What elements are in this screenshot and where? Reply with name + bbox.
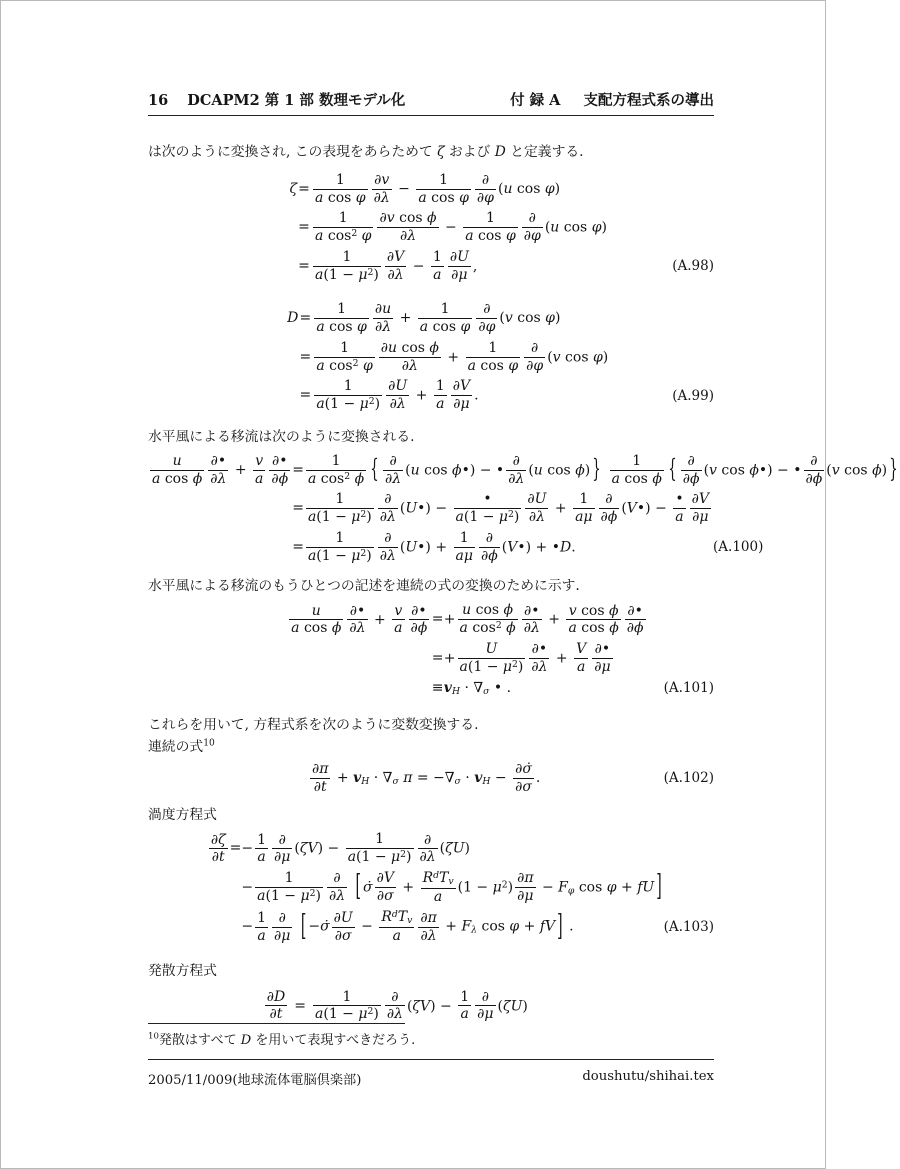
equation-row — [148, 170, 714, 208]
equation-rhs: $\frac{1}{a(1 - \mu^2)}$ ∂ ∂λ (ζV) − $\frac{1}{a}$ ∂ ∂μ (ζU) — [315, 988, 528, 1023]
body-paragraph-3: 水平風による移流のもうひとつの記述を連続の式の変換のために示す. — [148, 578, 580, 595]
equation-rhs: $\frac{1}{a(1 - \mu^2)}$ $\frac{\partial U}{\partial\lambda}$ + $\frac{1}{a}$ $\frac{\partial V}{\partial\mu}$ . — [316, 378, 479, 413]
equation-lhs: $\frac{u}{\text{a cos ϕ}}$ ∂• ∂λ + $\frac{v}{a}$ ∂• ∂ϕ — [152, 452, 289, 487]
equation-lhs: $\frac{u}{\text{a cos ϕ}}$ ∂• ∂λ + $\frac{v}{a}$ ∂• ∂ϕ — [291, 602, 428, 637]
equation-row — [148, 907, 714, 946]
equation-lhs — [285, 338, 298, 377]
equation-relation: = — [229, 840, 242, 857]
equation-lhs — [285, 376, 298, 415]
equation-relation: = — [292, 538, 304, 555]
equation-indent — [148, 170, 288, 208]
equation-row — [148, 639, 714, 678]
footnote-marker-ref: 10 — [203, 738, 215, 749]
equation-row — [148, 759, 714, 797]
equation-A102 — [148, 759, 714, 797]
equation-indent — [148, 907, 207, 946]
equation-A99 — [148, 299, 714, 414]
equation-relation — [230, 907, 242, 946]
equation-row — [148, 208, 714, 247]
equation-indent — [148, 868, 207, 907]
equation-lhs — [278, 639, 431, 678]
equation-rhs: − $\frac{1}{a(1 - \mu^2)}$ ∂ ∂λ [ σ̇ $\frac{\partial V}{\partial\sigma}$ + $R^dT_v$ a $(1 - \mu^2)$ $\frac{\partial\pi}{\partial\mu}$ − $F_\varphi$ cos φ + fU ] — [241, 869, 662, 905]
equation-number — [660, 639, 714, 678]
equation-row — [148, 451, 763, 490]
equation-row — [148, 829, 714, 868]
equation-relation: = — [431, 649, 444, 666]
body-paragraph-6: 渦度方程式 — [148, 807, 217, 824]
footer-filename: doushutu/shihai.tex — [582, 1069, 714, 1084]
equation-relation — [230, 868, 242, 907]
equation-indent — [148, 987, 240, 1026]
text-run: および — [444, 144, 495, 160]
equation-relation: = — [431, 611, 444, 628]
equation-rhs — [304, 451, 898, 490]
equation-indent — [148, 639, 278, 678]
equation-number — [664, 338, 714, 377]
equation-rhs: $\frac{1}{a \cos^2 \varphi}$ $\frac{\text{∂u cos ϕ}}{\partial\lambda}$ + $\frac{1}{\text{a cos φ}}$ ∂ ∂φ (v cos φ) — [316, 339, 609, 374]
equation-row — [148, 600, 714, 639]
equation-lhs: ζ — [289, 180, 298, 197]
equation-indent — [148, 338, 285, 377]
equation-A98 — [148, 170, 714, 285]
text-run: と定義する. — [505, 144, 584, 160]
equation-A101 — [148, 600, 714, 699]
equation-indent — [148, 247, 288, 286]
equation-number: (A.98) — [672, 258, 714, 275]
equation-number — [664, 170, 714, 208]
equation-lhs — [278, 678, 431, 700]
equation-rhs: $\frac{1}{\text{a cos φ}}$ $\frac{\partial u}{\partial\lambda}$ + $\frac{1}{\text{a cos φ}}$ ∂ ∂φ (v cos φ) — [316, 301, 561, 336]
body-paragraph-5 — [148, 737, 714, 757]
equation-table — [148, 829, 714, 946]
equation-A100 — [148, 451, 898, 567]
equation-rhs: + $\frac{U}{a(1 - \mu^2)}$ ∂• ∂λ + $\frac{V}{a}$ ∂• ∂μ — [443, 641, 611, 675]
equation-relation: = — [294, 997, 306, 1014]
equation-row — [148, 338, 714, 377]
equation-relation: = — [292, 461, 304, 478]
text-run: は次のように変換され, この表現をあらためて — [148, 144, 438, 160]
page-footer — [148, 1059, 714, 1088]
equation-indent — [148, 376, 285, 415]
equation-number — [664, 868, 714, 907]
footnote-text — [148, 1029, 714, 1048]
equation-table — [148, 299, 714, 414]
equation-lhs — [207, 868, 230, 907]
equation-lhs — [288, 247, 297, 286]
equation-relation: = — [298, 257, 310, 274]
equation-row — [148, 868, 714, 907]
equation-indent — [148, 600, 278, 639]
equation-lhs: $\frac{\partial D}{\partial t}$ — [266, 988, 286, 1023]
equation-rhs: − $\frac{1}{a}$ ∂ ∂μ (ζV) − $\frac{1}{a(1 - \mu^2)}$ ∂ ∂λ (ζU) — [241, 831, 470, 866]
header-left — [148, 89, 419, 110]
continuity-equation-label: 連続の式 — [148, 739, 204, 756]
header-appendix-label: 付 録 A — [510, 92, 561, 109]
body-paragraph-4: これらを用いて, 方程式系を次のように変数変換する. — [148, 717, 479, 734]
page-number: 16 — [148, 92, 169, 109]
equation-row — [148, 678, 714, 700]
equation-row — [148, 299, 714, 337]
equation-relation: ≡ — [431, 679, 444, 696]
equation-divergence — [148, 987, 714, 1026]
equation-number — [664, 299, 714, 337]
math-symbol: ζ — [437, 144, 445, 160]
equation-indent — [148, 208, 288, 247]
equation-rhs: + $\frac{\text{u cos ϕ}}{a \cos^2 \phi}$ ∂• ∂λ + $\frac{\text{v cos ϕ}}{\text{a cos ϕ}}$ ∂• ∂ϕ — [443, 602, 644, 637]
equation-row — [148, 376, 714, 415]
equation-lhs — [148, 528, 292, 567]
equation-number: (A.100) — [713, 539, 764, 556]
equation-table — [148, 759, 714, 797]
math-symbol: D — [494, 144, 506, 160]
equation-number — [660, 600, 714, 639]
page-header — [148, 1, 714, 116]
equation-relation: = — [298, 180, 310, 197]
footnote — [148, 1023, 714, 1048]
equation-number: (A.102) — [663, 770, 714, 787]
equation-rhs: $\frac{1}{a \cos^2 \varphi}$ $\frac{\text{∂v cos ϕ}}{\partial\lambda}$ − $\frac{1}{\text{a cos φ}}$ ∂ ∂φ (u cos φ) — [315, 210, 607, 245]
equation-A103 — [148, 829, 714, 946]
footnote-marker: 10 — [148, 1031, 159, 1042]
equation-lhs — [148, 489, 292, 528]
body-paragraph-2: 水平風による移流は次のように変換される. — [148, 428, 415, 445]
equation-relation: = — [299, 348, 312, 365]
equation-number: (A.101) — [663, 680, 714, 697]
equation-rhs: $\frac{1}{a(1 - \mu^2)}$ ∂ ∂λ (U•) − • $a(1 - \mu^2)$ $\frac{\partial U}{\partial\lambda}$ + $\frac{1}{a\mu}$ ∂ ∂ϕ (V•) − • a $\frac{\partial V}{\partial\mu}$ — [307, 491, 710, 526]
equation-number — [664, 829, 714, 868]
equation-number — [713, 489, 763, 528]
equation-relation: = — [298, 219, 310, 236]
math-symbol: D — [240, 1033, 252, 1048]
header-right — [492, 89, 714, 110]
equation-rhs: $\frac{1}{a(1 - \mu^2)}$ $\frac{\partial V}{\partial\lambda}$ − $\frac{1}{a}$ $\frac{\partial U}{\partial\mu}$ , — [315, 248, 478, 283]
equation-number: (A.103) — [663, 918, 714, 935]
equation-relation: = — [292, 500, 304, 517]
text-run: 発散はすべて — [158, 1033, 241, 1048]
header-right-title: 支配方程式系の導出 — [583, 92, 714, 109]
equation-lhs — [288, 208, 297, 247]
equation-indent — [148, 829, 207, 868]
equation-lhs: D — [287, 310, 299, 327]
equation-rhs: − $\frac{1}{a}$ ∂ ∂μ [ −σ̇ $\frac{\partial U}{\partial\sigma}$ − $R^dT_v$ a $\frac{\partial\pi}{\partial\lambda}$ + $F_\lambda$ cos φ + fV ] . — [241, 909, 574, 945]
footnote-body — [159, 1033, 415, 1048]
equation-overflow-line: $\frac{1}{a \cos^2 \phi}$ { ∂ ∂λ (u cos ϕ•) − • ∂ ∂λ (u cos ϕ) } $\frac{1}{\text{a cos ϕ}}$ { ∂ ∂ϕ (v cos ϕ•) − • ∂ ∂ϕ (v cos ϕ) } — [307, 452, 898, 487]
equation-row — [148, 247, 714, 286]
equation-lhs: $\frac{\partial\zeta}{\partial t}$ — [210, 831, 226, 866]
equation-rhs: $v_H \cdot \nabla_\sigma$ • . — [443, 679, 512, 697]
equation-rhs: $\frac{1}{a(1 - \mu^2)}$ ∂ ∂λ (U•) + $\frac{1}{a\mu}$ ∂ ∂ϕ (V•) + •D. — [307, 529, 576, 564]
equation-table — [148, 987, 714, 1026]
header-left-title: DCAPM2 第 1 部 数理モデル化 — [187, 92, 406, 109]
equation-number: (A.99) — [672, 387, 714, 404]
footer-date: 2005/11/009(地球流体電脳倶楽部) — [148, 1073, 362, 1088]
body-paragraph-1 — [148, 142, 714, 162]
equation-table — [148, 170, 714, 285]
equation-row — [148, 987, 714, 1026]
equation-number — [664, 208, 714, 247]
equation-relation: = — [299, 310, 312, 327]
equation-indent — [148, 299, 285, 337]
page-content — [148, 1, 898, 1025]
equation-table — [148, 451, 898, 567]
text-run: を用いて表現すべきだろう. — [251, 1033, 416, 1048]
equation-row — [148, 489, 763, 528]
equation-lhs — [207, 907, 230, 946]
equation-row — [148, 528, 763, 567]
equation-indent — [148, 759, 308, 797]
equation-rhs: $\frac{1}{\text{a cos φ}}$ $\frac{\partial v}{\partial\lambda}$ − $\frac{1}{\text{a cos φ}}$ ∂ ∂φ (u cos φ) — [315, 172, 561, 206]
footnote-rule — [148, 1023, 405, 1024]
equation-table — [148, 600, 714, 699]
equation-rhs: $\frac{\partial\pi}{\partial t}$ + $v_H \cdot \nabla_\sigma$ $\pi = -\nabla_\sigma \cdot v_H$ − $\frac{\partial\sigmȧ}{\partial\sigma}$ . — [312, 761, 541, 795]
body-paragraph-7: 発散方程式 — [148, 962, 217, 979]
equation-indent — [148, 678, 278, 700]
equation-relation: = — [299, 387, 312, 404]
